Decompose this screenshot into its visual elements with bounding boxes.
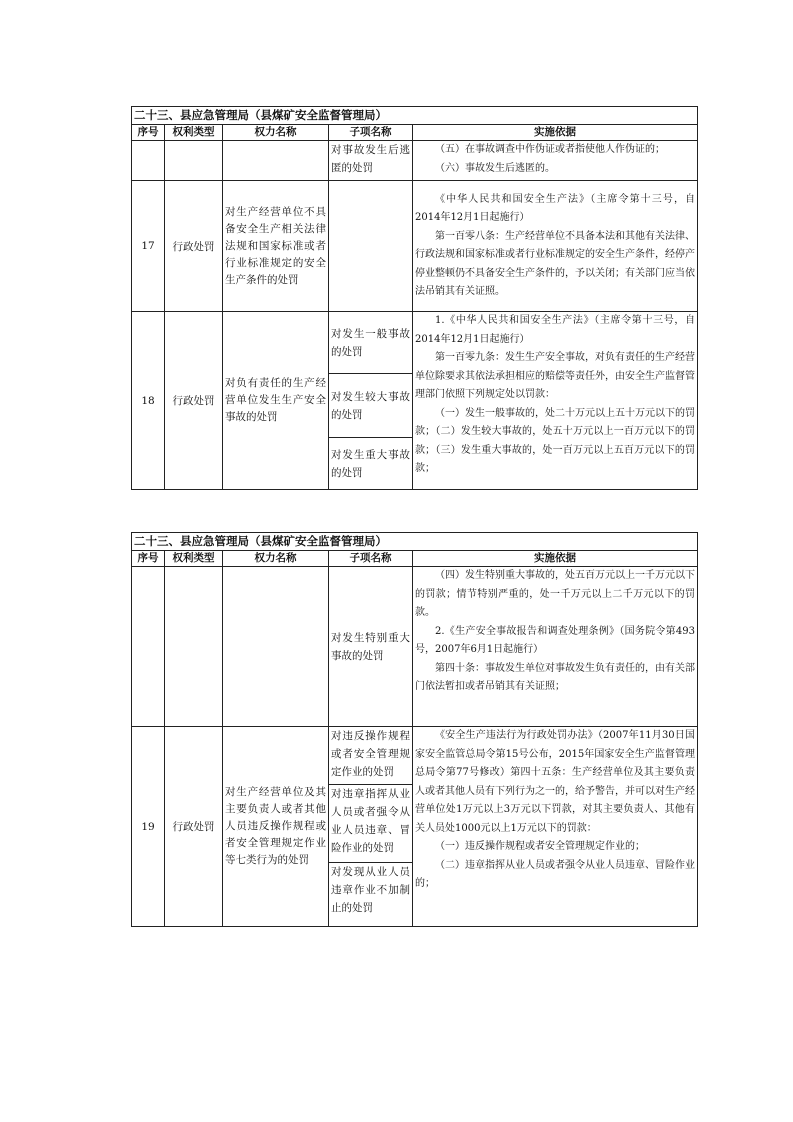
- power-name: 对负有责任的生产经营单位发生生产安全事故的处罚: [223, 312, 329, 490]
- header-sub: 子项名称: [329, 125, 413, 141]
- header-no: 序号: [132, 125, 165, 141]
- table-row: [132, 181, 698, 312]
- basis-text: （四）发生特别重大事故的，处五百万元以上一千万元以下的罚款；情节特别严重的，处一千万元以上二千万元以下的罚款。 2.《生产安全事故报告和调查处理条例》（国务院令第493号，2007年6月1日起施行） 第四十条：事故发生单位对事故发生负有责任的，由有关部门依法暂扣或者吊销其有关证照；: [413, 567, 698, 727]
- table-row: [132, 141, 698, 181]
- table-header: [132, 125, 698, 141]
- sub-item-name: 对发生一般事故的处罚: [329, 312, 413, 374]
- sub-item-name: 对发现从业人员违章作业不加制止的处罚: [329, 863, 413, 927]
- header-name: 权力名称: [223, 551, 329, 567]
- table-row: [132, 567, 698, 727]
- sub-item-name: 对事故发生后逃匿的处罚: [329, 141, 413, 181]
- header-no: 序号: [132, 551, 165, 567]
- sub-item-name: [329, 181, 413, 312]
- row-number: 19: [132, 727, 165, 927]
- section-title: 二十三、县应急管理局（县煤矿安全监督管理局）: [132, 533, 698, 551]
- header-basis: 实施依据: [413, 125, 698, 141]
- basis-text: 1.《中华人民共和国安全生产法》（主席令第十三号，自2014年12月1日起施行） 第一百零九条：发生生产安全事故，对负有责任的生产经营单位除要求其依法承担相应的赔偿等责任外，由安全生产监督管理部门依照下列规定处以罚款： （一）发生一般事故的，处二十万元以上五十万元以下的罚款；（二）发生较大事故的，处五十万元以上一百万元以下的罚款；（三）发生重大事故的，处一百万元以上五百万元以下的罚款；: [413, 312, 698, 490]
- basis-text: 《中华人民共和国安全生产法》（主席令第十三号，自2014年12月1日起施行） 第一百零八条：生产经营单位不具备本法和其他有关法律、行政法规和国家标准或者行业标准规定的安全生产条件，经停产停业整顿仍不具备安全生产条件的，予以关闭；有关部门应当依法吊销其有关证照。: [413, 181, 698, 312]
- power-name: 对生产经营单位及其主要负责人或者其他人员违反操作规程或者安全管理规定作业等七类行为的处罚: [223, 727, 329, 927]
- header-type: 权利类型: [165, 551, 223, 567]
- sub-item-name: 对发生重大事故的处罚: [329, 438, 413, 490]
- sub-item-name: 对违反操作规程或者安全管理规定作业的处罚: [329, 727, 413, 785]
- power-name: 对生产经营单位不具备安全生产相关法律法规和国家标准或者行业标准规定的安全生产条件的处罚: [223, 181, 329, 312]
- header-sub: 子项名称: [329, 551, 413, 567]
- basis-text: （五）在事故调查中作伪证或者指使他人作伪证的； （六）事故发生后逃匿的。: [413, 141, 698, 181]
- right-type: 行政处罚: [165, 181, 223, 312]
- section-title: 二十三、县应急管理局（县煤矿安全监督管理局）: [132, 107, 698, 125]
- header-type: 权利类型: [165, 125, 223, 141]
- authority-table-2: [131, 532, 698, 927]
- header-name: 权力名称: [223, 125, 329, 141]
- basis-text: 《安全生产违法行为行政处罚办法》（2007年11月30日国家安全监管总局令第15号公布，2015年国家安全生产监督管理总局令第77号修改）第四十五条：生产经营单位及其主要负责人或者其他人员有下列行为之一的，给予警告，并可以对生产经营单位处1万元以上3万元以下罚款，对其主要负责人、其他有关人员处1000元以上1万元以下的罚款： （一）违反操作规程或者安全管理规定作业的； （二）违章指挥从业人员或者强令从业人员违章、冒险作业的；: [413, 727, 698, 927]
- sub-item-name: 对发生特别重大事故的处罚: [329, 567, 413, 727]
- table-row: [132, 312, 698, 374]
- row-number: 17: [132, 181, 165, 312]
- sub-item-name: 对发生较大事故的处罚: [329, 374, 413, 438]
- table-header: [132, 551, 698, 567]
- right-type: 行政处罚: [165, 312, 223, 490]
- sub-item-name: 对违章指挥从业人员或者强令从业人员违章、冒险作业的处罚: [329, 785, 413, 863]
- header-basis: 实施依据: [413, 551, 698, 567]
- table-row: [132, 727, 698, 785]
- authority-table-1: [131, 106, 698, 490]
- row-number: 18: [132, 312, 165, 490]
- right-type: 行政处罚: [165, 727, 223, 927]
